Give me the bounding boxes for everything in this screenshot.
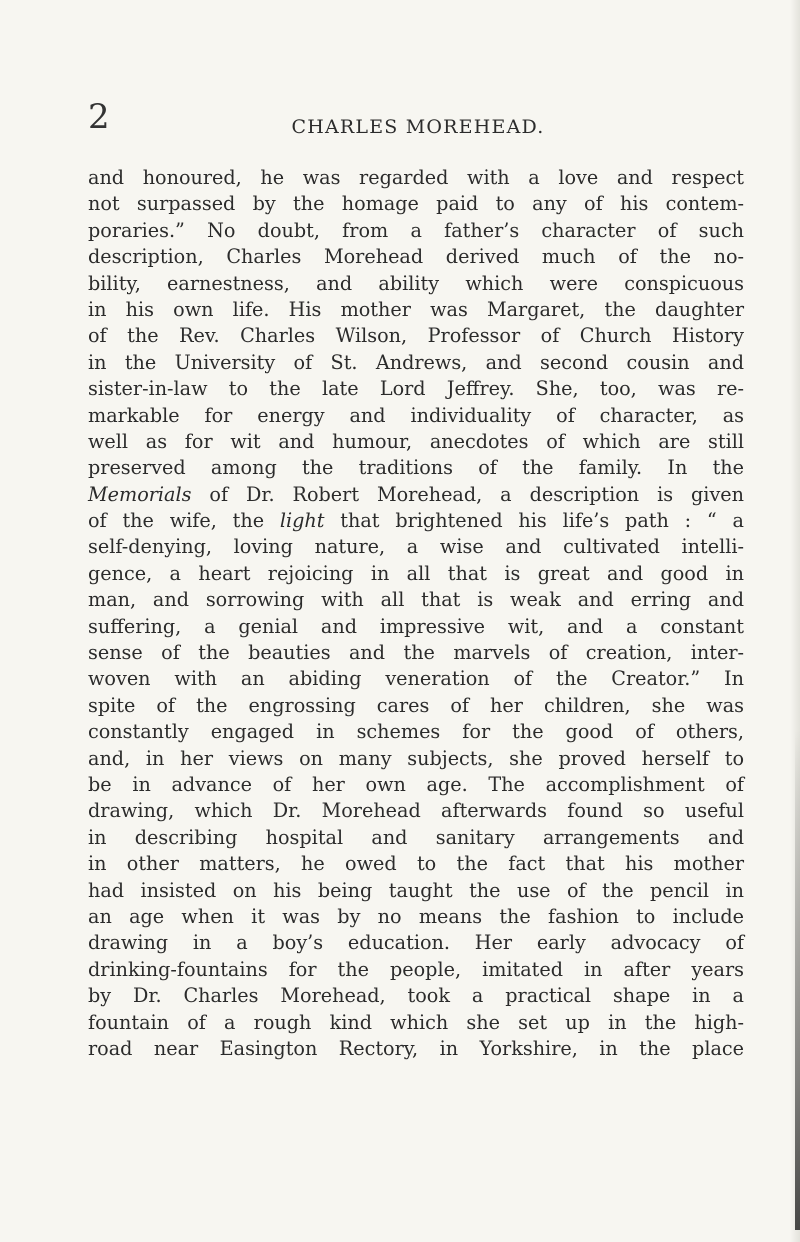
text-line [88, 825, 744, 851]
text-segment: markable for energy and individuality of character, as [88, 403, 744, 427]
text-segment: constantly engaged in schemes for the good of others, [88, 720, 744, 744]
text-line [88, 455, 744, 481]
text-line [88, 851, 744, 877]
text-line [88, 561, 744, 587]
text-line [88, 323, 744, 349]
text-line [88, 534, 744, 560]
text-segment: of Dr. Robert Morehead, a description is given [191, 482, 744, 506]
text-segment: drawing, which Dr. Morehead afterwards found so useful [88, 799, 744, 823]
text-segment: sister-in-law to the late Lord Jeffrey. She, too, was re- [88, 377, 744, 401]
text-line [88, 271, 744, 297]
text-segment: in describing hospital and sanitary arrangements and [88, 825, 744, 849]
text-segment: description, Charles Morehead derived much of the no- [88, 245, 744, 269]
text-segment: and, in her views on many subjects, she proved herself to [88, 746, 744, 770]
body-paragraph [88, 165, 744, 1062]
text-segment: not surpassed by the homage paid to any of his contem- [88, 192, 744, 216]
italic-text: light [279, 509, 325, 533]
text-segment: woven with an abiding veneration of the Creator.” In [88, 667, 744, 691]
text-segment: spite of the engrossing cares of her children, she was [88, 693, 744, 717]
text-line [88, 165, 744, 191]
text-line [88, 1010, 744, 1036]
text-segment: well as for wit and humour, anecdotes of which are still [88, 429, 744, 453]
text-line [88, 693, 744, 719]
page-header [88, 97, 748, 150]
text-segment: drinking-fountains for the people, imitated in after years [88, 957, 744, 981]
text-line [88, 244, 744, 270]
text-segment: self-denying, loving nature, a wise and cultivated intelli- [88, 535, 744, 559]
text-segment: an age when it was by no means the fashion to include [88, 904, 744, 928]
text-segment: poraries.” No doubt, from a father’s character of such [88, 218, 744, 242]
text-line [88, 798, 744, 824]
text-line [88, 429, 744, 455]
text-segment: by Dr. Charles Morehead, took a practical shape in a [88, 984, 744, 1008]
scan-edge-binding [795, 730, 800, 1230]
text-line [88, 482, 744, 508]
text-line [88, 666, 744, 692]
text-segment: of the wife, the [88, 509, 280, 533]
text-segment: in his own life. His mother was Margaret, the daughter [88, 297, 744, 321]
text-line [88, 508, 744, 534]
text-segment: that brightened his life’s path : “ a [324, 509, 744, 533]
text-line [88, 719, 744, 745]
text-segment: bility, earnestness, and ability which were conspicuous [88, 271, 744, 295]
text-line [88, 640, 744, 666]
text-segment: gence, a heart rejoicing in all that is great and good in [88, 561, 744, 585]
text-segment: fountain of a rough kind which she set up in the high- [88, 1010, 744, 1034]
text-line [88, 614, 744, 640]
text-segment: of the Rev. Charles Wilson, Professor of Church History [88, 324, 744, 348]
text-line [88, 350, 744, 376]
text-segment: suffering, a genial and impressive wit, and a constant [88, 614, 744, 638]
text-line [88, 930, 744, 956]
text-line [88, 878, 744, 904]
text-line [88, 191, 744, 217]
text-segment: sense of the beauties and the marvels of creation, inter- [88, 641, 744, 665]
text-line [88, 772, 744, 798]
running-head: CHARLES MOREHEAD. [291, 116, 545, 138]
text-line [88, 587, 744, 613]
text-segment: be in advance of her own age. The accomplishment of [88, 772, 744, 796]
text-line [88, 297, 744, 323]
text-segment: road near Easington Rectory, in Yorkshire, in the place [88, 1036, 744, 1060]
text-line [88, 376, 744, 402]
text-segment: preserved among the traditions of the family. In the [88, 456, 744, 480]
text-line [88, 746, 744, 772]
text-segment: in other matters, he owed to the fact that his mother [88, 852, 744, 876]
text-line [88, 904, 744, 930]
text-line [88, 1036, 744, 1062]
text-segment: drawing in a boy’s education. Her early advocacy of [88, 931, 744, 955]
italic-text: Memorials [88, 482, 192, 506]
text-line [88, 403, 744, 429]
text-segment: in the University of St. Andrews, and second cousin and [88, 350, 744, 374]
text-segment: and honoured, he was regarded with a love and respect [88, 166, 744, 189]
text-line [88, 983, 744, 1009]
text-line [88, 218, 744, 244]
page-number: 2 [88, 97, 110, 137]
text-line [88, 957, 744, 983]
text-segment: man, and sorrowing with all that is weak and erring and [88, 588, 744, 612]
text-segment: had insisted on his being taught the use of the pencil in [88, 878, 744, 902]
